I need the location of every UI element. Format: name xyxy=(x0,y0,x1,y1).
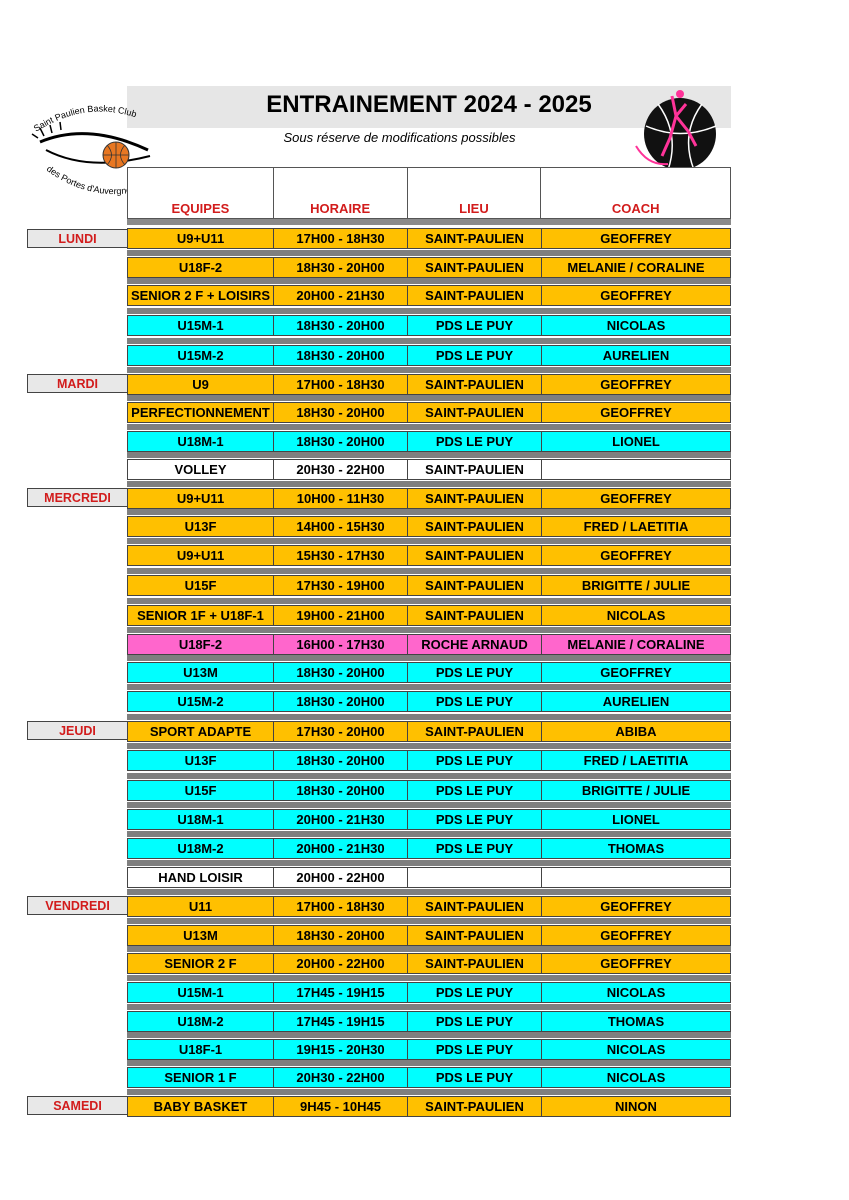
cell-coach xyxy=(541,868,731,887)
table-row xyxy=(127,721,731,742)
row-separator xyxy=(127,568,731,574)
cell-place: PDS LE PUY xyxy=(407,983,541,1002)
table-row xyxy=(127,867,731,888)
row-separator xyxy=(127,773,731,779)
cell-place: SAINT-PAULIEN xyxy=(407,286,541,305)
table-row xyxy=(127,315,731,336)
cell-coach: GEOFFREY xyxy=(541,375,731,394)
cell-time: 10H00 - 11H30 xyxy=(273,489,407,508)
cell-team: U15M-1 xyxy=(127,316,273,335)
header-horaire: HORAIRE xyxy=(274,168,408,218)
page-title: ENTRAINEMENT 2024 - 2025 xyxy=(266,91,592,118)
cell-time: 20H00 - 22H00 xyxy=(273,868,407,887)
cell-place: PDS LE PUY xyxy=(407,316,541,335)
cell-place: SAINT-PAULIEN xyxy=(407,375,541,394)
row-separator xyxy=(127,975,731,981)
row-separator xyxy=(127,481,731,487)
cell-coach: NICOLAS xyxy=(541,1068,731,1087)
row-separator xyxy=(127,802,731,808)
cell-team: SENIOR 1F + U18F-1 xyxy=(127,606,273,625)
table-row xyxy=(127,345,731,366)
row-separator xyxy=(127,338,731,344)
table-row xyxy=(127,605,731,626)
cell-time: 17H00 - 18H30 xyxy=(273,375,407,394)
cell-place: SAINT-PAULIEN xyxy=(407,1097,541,1116)
cell-time: 18H30 - 20H00 xyxy=(273,258,407,277)
row-separator xyxy=(127,452,731,458)
cell-team: U9 xyxy=(127,375,273,394)
cell-time: 18H30 - 20H00 xyxy=(273,316,407,335)
row-separator xyxy=(127,684,731,690)
cell-team: U9+U11 xyxy=(127,546,273,565)
cell-team: U18M-2 xyxy=(127,1012,273,1031)
cell-place: SAINT-PAULIEN xyxy=(407,546,541,565)
row-separator xyxy=(127,860,731,866)
table-row xyxy=(127,925,731,946)
cell-team: U18F-1 xyxy=(127,1040,273,1059)
cell-coach: AURELIEN xyxy=(541,692,731,711)
cell-team: U13F xyxy=(127,751,273,770)
table-row xyxy=(127,459,731,480)
day-label-mardi: MARDI xyxy=(27,374,128,393)
cell-place: SAINT-PAULIEN xyxy=(407,576,541,595)
cell-team: PERFECTIONNEMENT xyxy=(127,403,273,422)
table-row xyxy=(127,1039,731,1060)
day-label-vendredi: VENDREDI xyxy=(27,896,128,915)
cell-time: 15H30 - 17H30 xyxy=(273,546,407,565)
header-divider xyxy=(127,219,731,225)
row-separator xyxy=(127,655,731,661)
table-row xyxy=(127,402,731,423)
table-header xyxy=(127,167,731,219)
cell-place: SAINT-PAULIEN xyxy=(407,258,541,277)
cell-place: PDS LE PUY xyxy=(407,781,541,800)
row-separator xyxy=(127,538,731,544)
cell-time: 18H30 - 20H00 xyxy=(273,781,407,800)
cell-time: 18H30 - 20H00 xyxy=(273,432,407,451)
cell-team: U11 xyxy=(127,897,273,916)
cell-place: PDS LE PUY xyxy=(407,692,541,711)
row-separator xyxy=(127,395,731,401)
cell-time: 19H15 - 20H30 xyxy=(273,1040,407,1059)
cell-place: PDS LE PUY xyxy=(407,346,541,365)
cell-coach: GEOFFREY xyxy=(541,897,731,916)
row-separator xyxy=(127,946,731,952)
cell-place: PDS LE PUY xyxy=(407,1012,541,1031)
cell-team: U13M xyxy=(127,663,273,682)
row-separator xyxy=(127,627,731,633)
cell-coach: AURELIEN xyxy=(541,346,731,365)
cell-coach: GEOFFREY xyxy=(541,546,731,565)
row-separator xyxy=(127,889,731,895)
table-row xyxy=(127,285,731,306)
cell-time: 18H30 - 20H00 xyxy=(273,926,407,945)
cell-time: 19H00 - 21H00 xyxy=(273,606,407,625)
table-row xyxy=(127,1011,731,1032)
table-row xyxy=(127,809,731,830)
cell-time: 17H45 - 19H15 xyxy=(273,983,407,1002)
cell-coach: NICOLAS xyxy=(541,983,731,1002)
cell-coach: GEOFFREY xyxy=(541,403,731,422)
cell-place: SAINT-PAULIEN xyxy=(407,954,541,973)
cell-team: U15F xyxy=(127,576,273,595)
cell-time: 17H30 - 19H00 xyxy=(273,576,407,595)
cell-team: U18M-1 xyxy=(127,432,273,451)
table-row xyxy=(127,953,731,974)
table-row xyxy=(127,662,731,683)
cell-team: U13F xyxy=(127,517,273,536)
row-separator xyxy=(127,250,731,256)
cell-coach: GEOFFREY xyxy=(541,489,731,508)
cell-coach: GEOFFREY xyxy=(541,954,731,973)
cell-coach: FRED / LAETITIA xyxy=(541,751,731,770)
cell-time: 17H00 - 18H30 xyxy=(273,897,407,916)
cell-time: 20H30 - 22H00 xyxy=(273,1068,407,1087)
cell-place: SAINT-PAULIEN xyxy=(407,489,541,508)
cell-place: SAINT-PAULIEN xyxy=(407,722,541,741)
cell-coach: GEOFFREY xyxy=(541,663,731,682)
table-row xyxy=(127,431,731,452)
row-separator xyxy=(127,367,731,373)
cell-time: 18H30 - 20H00 xyxy=(273,751,407,770)
row-separator xyxy=(127,918,731,924)
header-equipes: EQUIPES xyxy=(128,168,274,218)
day-label-jeudi: JEUDI xyxy=(27,721,128,740)
cell-team: U9+U11 xyxy=(127,229,273,248)
cell-place: PDS LE PUY xyxy=(407,751,541,770)
table-row xyxy=(127,228,731,249)
cell-coach: LIONEL xyxy=(541,810,731,829)
table-row xyxy=(127,838,731,859)
cell-time: 9H45 - 10H45 xyxy=(273,1097,407,1116)
cell-coach: THOMAS xyxy=(541,1012,731,1031)
cell-coach: LIONEL xyxy=(541,432,731,451)
row-separator xyxy=(127,598,731,604)
table-row xyxy=(127,1096,731,1117)
cell-team: U18M-2 xyxy=(127,839,273,858)
cell-coach: ABIBA xyxy=(541,722,731,741)
cell-time: 14H00 - 15H30 xyxy=(273,517,407,536)
cell-place: ROCHE ARNAUD xyxy=(407,635,541,654)
row-separator xyxy=(127,1089,731,1095)
cell-coach: MELANIE / CORALINE xyxy=(541,258,731,277)
cell-place: SAINT-PAULIEN xyxy=(407,517,541,536)
row-separator xyxy=(127,509,731,515)
cell-coach: GEOFFREY xyxy=(541,926,731,945)
table-row xyxy=(127,896,731,917)
cell-coach: FRED / LAETITIA xyxy=(541,517,731,536)
cell-team: BABY BASKET xyxy=(127,1097,273,1116)
cell-team: U9+U11 xyxy=(127,489,273,508)
cell-place: SAINT-PAULIEN xyxy=(407,460,541,479)
cell-place: PDS LE PUY xyxy=(407,1040,541,1059)
cell-team: U15M-2 xyxy=(127,692,273,711)
cell-time: 20H00 - 21H30 xyxy=(273,839,407,858)
cell-coach: NICOLAS xyxy=(541,316,731,335)
cell-team: U18F-2 xyxy=(127,258,273,277)
table-row xyxy=(127,516,731,537)
cell-team: SENIOR 1 F xyxy=(127,1068,273,1087)
cell-coach: GEOFFREY xyxy=(541,229,731,248)
row-separator xyxy=(127,1004,731,1010)
cell-coach: NICOLAS xyxy=(541,606,731,625)
cell-place: SAINT-PAULIEN xyxy=(407,926,541,945)
logo-left-top-text: Saint Paulien Basket Club xyxy=(31,103,138,134)
cell-coach: THOMAS xyxy=(541,839,731,858)
cell-team: U18M-1 xyxy=(127,810,273,829)
table-row xyxy=(127,1067,731,1088)
cell-place: PDS LE PUY xyxy=(407,810,541,829)
cell-place: SAINT-PAULIEN xyxy=(407,229,541,248)
cell-time: 18H30 - 20H00 xyxy=(273,403,407,422)
table-row xyxy=(127,691,731,712)
cell-place: PDS LE PUY xyxy=(407,663,541,682)
cell-team: U15F xyxy=(127,781,273,800)
cell-time: 20H00 - 21H30 xyxy=(273,810,407,829)
cell-coach: MELANIE / CORALINE xyxy=(541,635,731,654)
cell-coach: BRIGITTE / JULIE xyxy=(541,576,731,595)
cell-coach: GEOFFREY xyxy=(541,286,731,305)
cell-time: 18H30 - 20H00 xyxy=(273,663,407,682)
row-separator xyxy=(127,714,731,720)
page-subtitle: Sous réserve de modifications possibles xyxy=(283,130,516,145)
cell-time: 17H00 - 18H30 xyxy=(273,229,407,248)
cell-team: U18F-2 xyxy=(127,635,273,654)
table-row xyxy=(127,374,731,395)
cell-team: U13M xyxy=(127,926,273,945)
cell-team: SENIOR 2 F xyxy=(127,954,273,973)
row-separator xyxy=(127,1060,731,1066)
cell-coach: NINON xyxy=(541,1097,731,1116)
table-row xyxy=(127,634,731,655)
cell-time: 17H30 - 20H00 xyxy=(273,722,407,741)
day-label-mercredi: MERCREDI xyxy=(27,488,128,507)
cell-time: 20H30 - 22H00 xyxy=(273,460,407,479)
row-separator xyxy=(127,308,731,314)
cell-coach: NICOLAS xyxy=(541,1040,731,1059)
table-row xyxy=(127,982,731,1003)
logo-left-bottom-text: des Portes d'Auvergn xyxy=(44,163,127,197)
cell-place: SAINT-PAULIEN xyxy=(407,403,541,422)
cell-time: 18H30 - 20H00 xyxy=(273,346,407,365)
cell-time: 16H00 - 17H30 xyxy=(273,635,407,654)
cell-team: HAND LOISIR xyxy=(127,868,273,887)
row-separator xyxy=(127,424,731,430)
row-separator xyxy=(127,1032,731,1038)
table-row xyxy=(127,750,731,771)
cell-place: SAINT-PAULIEN xyxy=(407,606,541,625)
cell-place: SAINT-PAULIEN xyxy=(407,897,541,916)
cell-place: PDS LE PUY xyxy=(407,1068,541,1087)
cell-time: 18H30 - 20H00 xyxy=(273,692,407,711)
day-label-samedi: SAMEDI xyxy=(27,1096,128,1115)
table-row xyxy=(127,545,731,566)
cell-coach: BRIGITTE / JULIE xyxy=(541,781,731,800)
cell-place: PDS LE PUY xyxy=(407,839,541,858)
cell-time: 20H00 - 21H30 xyxy=(273,286,407,305)
row-separator xyxy=(127,831,731,837)
cell-team: U15M-2 xyxy=(127,346,273,365)
cell-team: U15M-1 xyxy=(127,983,273,1002)
cell-team: VOLLEY xyxy=(127,460,273,479)
table-row xyxy=(127,488,731,509)
cell-place xyxy=(407,868,541,887)
cell-team: SENIOR 2 F + LOISIRS xyxy=(127,286,273,305)
cell-team: SPORT ADAPTE xyxy=(127,722,273,741)
day-label-lundi: LUNDI xyxy=(27,229,128,248)
table-row xyxy=(127,780,731,801)
row-separator xyxy=(127,743,731,749)
header-coach: COACH xyxy=(541,168,731,218)
table-row xyxy=(127,575,731,596)
header-lieu: LIEU xyxy=(408,168,542,218)
cell-place: PDS LE PUY xyxy=(407,432,541,451)
cell-time: 20H00 - 22H00 xyxy=(273,954,407,973)
row-separator xyxy=(127,278,731,284)
cell-coach xyxy=(541,460,731,479)
table-row xyxy=(127,257,731,278)
cell-time: 17H45 - 19H15 xyxy=(273,1012,407,1031)
